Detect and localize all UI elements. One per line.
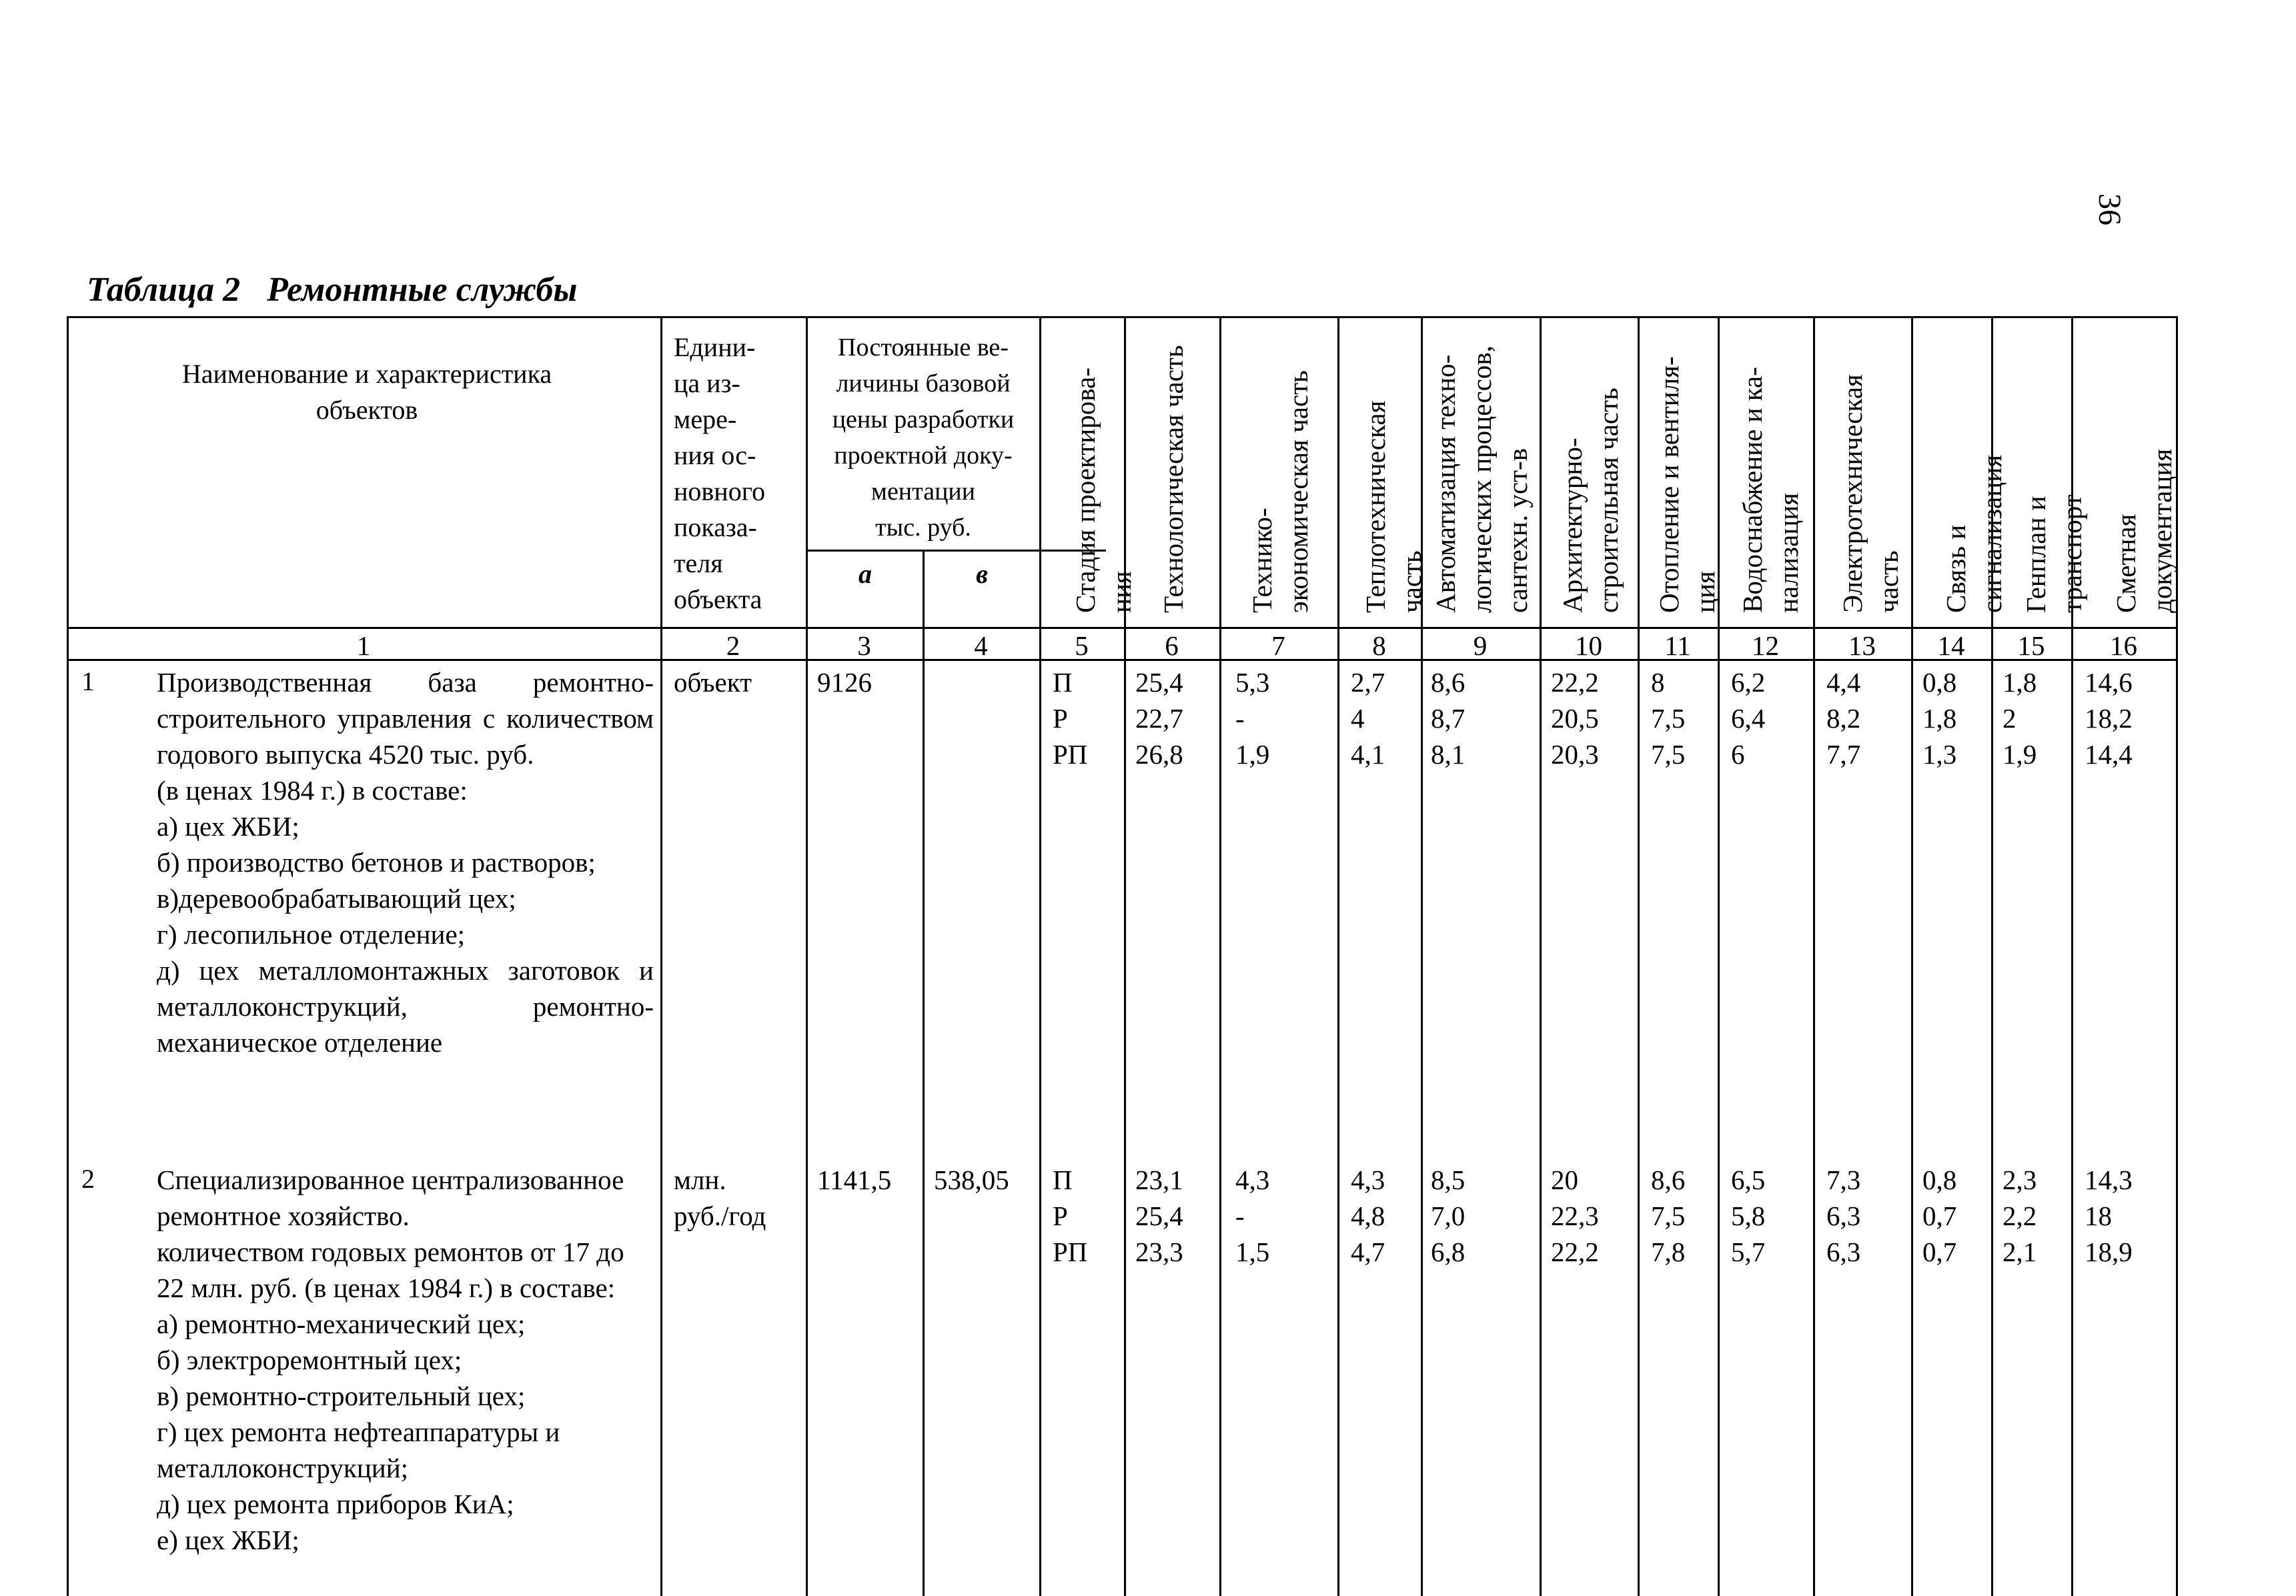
- row-val: 2,3 2,2 2,1: [2002, 1164, 2037, 1267]
- colnum-4: 4: [974, 630, 988, 661]
- row-val: 2,7 4 4,1: [1351, 667, 1385, 770]
- row-val: 6,2 6,4 6: [1731, 667, 1766, 770]
- row-val: 8,6 8,7 8,1: [1431, 667, 1466, 770]
- colnum-9: 9: [1473, 630, 1488, 661]
- header-a: а: [858, 559, 872, 589]
- colnum-5: 5: [1075, 630, 1089, 661]
- row-stages: П Р РП: [1053, 1164, 1088, 1267]
- header-comm: Связь и сигнализация: [1940, 455, 2007, 613]
- colnum-3: 3: [857, 630, 871, 661]
- header-water: Водоснабжение и ка- нализация: [1737, 367, 1804, 613]
- row-val: 14,6 18,2 14,4: [2085, 667, 2133, 770]
- row-index: 1: [81, 666, 95, 696]
- colnum-12: 12: [1752, 630, 1779, 661]
- colnum-8: 8: [1372, 630, 1386, 661]
- colnum-16: 16: [2110, 630, 2137, 661]
- row-b: 538,05: [934, 1164, 1009, 1195]
- colnum-11: 11: [1664, 630, 1691, 661]
- colnum-14: 14: [1937, 630, 1965, 661]
- colnum-7: 7: [1271, 630, 1285, 661]
- row-val: 8,6 7,5 7,8: [1651, 1164, 1686, 1267]
- row-val: 1,8 2 1,9: [2002, 667, 2037, 770]
- row-a: 9126: [817, 667, 872, 698]
- colnum-15: 15: [2017, 630, 2045, 661]
- row-val: 7,3 6,3 6,3: [1826, 1164, 1861, 1267]
- header-constant: Постоянные ве- личины базовой цены разработки проектной доку- ментации тыс. руб.: [832, 333, 1015, 542]
- header-heat: Теплотехническая часть: [1360, 400, 1427, 613]
- row-val: 4,3 - 1,5: [1235, 1164, 1270, 1267]
- colnum-1: 1: [356, 630, 371, 661]
- row-index: 2: [81, 1164, 95, 1194]
- header-b: в: [976, 559, 988, 589]
- row-val: 0,8 1,8 1,3: [1922, 667, 1957, 770]
- row-description: Специализированное централизованное ремонтное хозяйство. количеством годовых ремонтов от 17 до 22 млн. руб. (в ценах 1984 г.) в составе: а) ремонтно-механический цех; б) электроремонтный цех; в) ремонтно-строительный цех; г) цех ремонта нефтеаппаратуры и металлоконструкций; д) цех ремонта приборов КиА; е) цех ЖБИ;: [157, 1164, 624, 1555]
- table-title: [87, 270, 577, 309]
- table-label: Таблица 2: [87, 271, 241, 309]
- row-unit: млн. руб./год: [674, 1164, 766, 1231]
- colnum-10: 10: [1575, 630, 1602, 661]
- row-val: 4,3 4,8 4,7: [1351, 1164, 1385, 1267]
- row-val: 8 7,5 7,5: [1651, 667, 1686, 770]
- row-val: 23,1 25,4 23,3: [1135, 1164, 1183, 1267]
- table-name: Ремонтные службы: [267, 271, 578, 309]
- row-val: 20 22,3 22,2: [1551, 1164, 1599, 1267]
- row-val: 22,2 20,5 20,3: [1551, 667, 1599, 770]
- header-technology: Технологическая часть: [1158, 345, 1189, 613]
- row-val: 5,3 - 1,9: [1235, 667, 1270, 770]
- header-architecture: Архитектурно- строительная часть: [1557, 387, 1624, 613]
- header-automation: Автоматизация техно- логических процессов, сантехн. уст-в: [1430, 345, 1533, 613]
- header-plan: Генплан и транспорт: [2021, 494, 2087, 613]
- colnum-13: 13: [1848, 630, 1876, 661]
- row-unit: объект: [674, 667, 752, 698]
- row-val: 4,4 8,2 7,7: [1826, 667, 1861, 770]
- row-val: 14,3 18 18,9: [2085, 1164, 2133, 1267]
- row-a: 1141,5: [817, 1164, 892, 1195]
- row-val: 25,4 22,7 26,8: [1135, 667, 1183, 770]
- colnum-6: 6: [1165, 630, 1179, 661]
- page-number: 36: [2092, 193, 2127, 225]
- header-economics: Технико- экономическая часть: [1247, 370, 1313, 613]
- header-electro: Электротехническая часть: [1837, 374, 1904, 613]
- row-val: 6,5 5,8 5,7: [1731, 1164, 1766, 1267]
- row-val: 0,8 0,7 0,7: [1922, 1164, 1957, 1267]
- repair-services-table: [67, 316, 2178, 1596]
- row-val: 8,5 7,0 6,8: [1431, 1164, 1466, 1267]
- row-stages: П Р РП: [1053, 667, 1088, 770]
- header-name: Наименование и характеристика объектов: [181, 359, 552, 425]
- header-heating: Отопление и вентиля- ция: [1654, 356, 1720, 613]
- header-unit: Едини- ца из- мере- ния ос- новного показа- теля объекта: [674, 332, 766, 614]
- row-description: Производственная база ремонтно-строительного управления с количеством годового выпуска 4520 тыс. руб. (в ценах 1984 г.) в составе: а) цех ЖБИ; б) производство бетонов и растворов; в)деревообрабатывающий цех; г) лесопильное отделение; д) цех металломонтажных заготовок и металлоконструкций, ремонтно-механическое отделение: [157, 667, 654, 1058]
- header-estimate: Сметная документация: [2111, 448, 2177, 613]
- header-stage: Стадия проектирова- ния: [1070, 367, 1137, 613]
- colnum-2: 2: [726, 630, 740, 661]
